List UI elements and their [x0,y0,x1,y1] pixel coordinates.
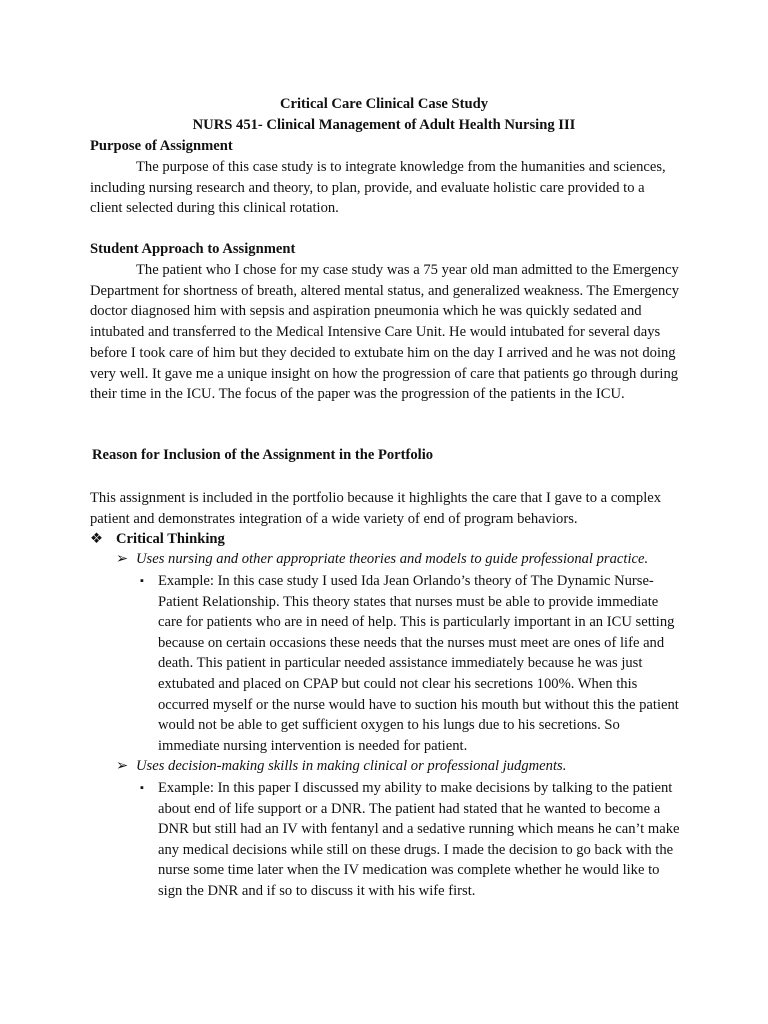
diamond-bullet-icon: ❖ [90,531,104,547]
example-text-1: Example: In this case study I used Ida Jean Orlando’s theory of The Dynamic Nurse-Patient Relationship. This theory states that nurses must be able to provide immediate care for patients who are in need of help. This is particularly important in an ICU setting because on certain occasions these needs that the nurses must meet are ones of life and death. This patient in particular needed assistance immediately because he was just extubated and placed on CPAP but could not clear his secretions 100%. When this occurred myself or the nurse would have to suction his mouth but without this the patient would not be able to get sufficient oxygen to his lungs due to his secretions. So immediate nursing intervention is needed for patient. [158,573,679,754]
reason-paragraph [90,488,680,529]
document-title: Critical Care Clinical Case Study [279,96,489,112]
square-bullet-icon: ▪ [140,782,144,794]
example-item-2 [140,778,685,902]
approach-text: The patient who I chose for my case study was a 75 year old man admitted to the Emergency Department for shortness of breath, altered mental status, and generalized weakness. The Emergency doctor diagnosed him with sepsis and aspiration pneumonia which he was quickly sedated and intubated and transferred to the Medical Intensive Care Unit. He would intubated for several days before I took care of him but they decided to extubate him on the day I arrived and he was not doing very well. It gave me a unique insight on how the progression of care that patients go through during their time in the ICU. The focus of the paper was the progression of the patients in the ICU. [90,262,680,403]
heading-purpose: Purpose of Assignment [90,138,233,154]
example-item-1 [140,571,685,756]
reason-text: This assignment is included in the portfolio because it highlights the care that I gave to a complex patient and demonstrates integration of a wide variety of end of program behaviors. [90,490,662,527]
arrow-bullet-icon: ➢ [116,551,129,567]
outcome-text-2: Uses decision-making skills in making clinical or professional judgments. [136,758,567,774]
course-title: NURS 451- Clinical Management of Adult Health Nursing III [192,117,576,133]
heading-approach: Student Approach to Assignment [90,241,296,257]
heading-reason: Reason for Inclusion of the Assignment in the Portfolio [92,447,434,463]
outcome-item-1 [116,550,648,568]
purpose-text: The purpose of this case study is to integrate knowledge from the humanities and sciences, including nursing research and theory, to plan, provide, and evaluate holistic care provided to a client selected during this clinical rotation. [90,159,666,217]
outcome-item-2 [116,757,566,775]
approach-paragraph [90,260,680,405]
square-bullet-icon: ▪ [140,575,144,587]
arrow-bullet-icon: ➢ [116,758,129,774]
outcome-text-1: Uses nursing and other appropriate theories and models to guide professional practice. [136,551,649,567]
example-text-2: Example: In this paper I discussed my ability to make decisions by talking to the patient about end of life support or a DNR. The patient had stated that he wanted to become a DNR but still had an IV with fentanyl and a sedative running which means he can’t make any medical decisions while still on these drugs. I made the decision to go back with the nurse some time later when the IV medication was complete whether he would like to sign the DNR and if so to discuss it with his wife first. [158,780,680,899]
critical-thinking-label: Critical Thinking [116,531,225,547]
critical-thinking-item [90,530,225,548]
purpose-paragraph [90,157,680,219]
